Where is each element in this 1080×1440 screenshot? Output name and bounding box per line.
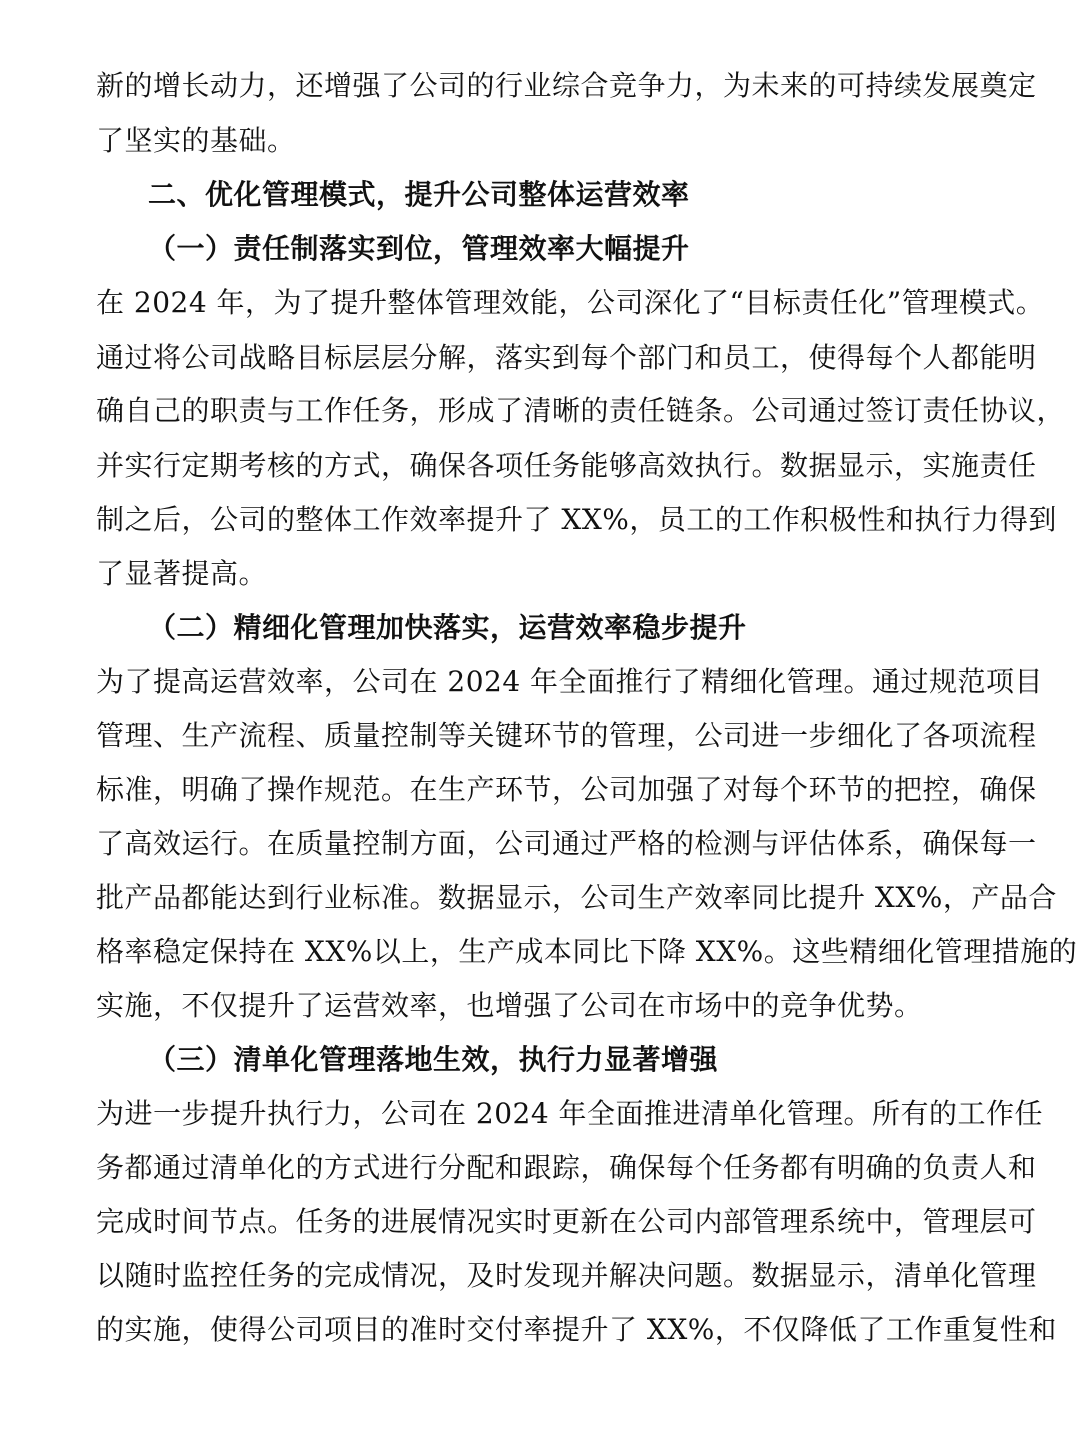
paragraph-1-line-3: 确自己的职责与工作任务，形成了清晰的责任链条。公司通过签订责任协议， [96,394,1066,427]
subsection-heading-1: （一）责任制落实到位，管理效率大幅提升 [148,232,690,265]
paragraph-1-line-5: 制之后，公司的整体工作效率提升了 XX%，员工的工作积极性和执行力得到 [96,503,1057,536]
intro-line-1: 新的增长动力，还增强了公司的行业综合竞争力，为未来的可持续发展奠定 [96,69,1037,102]
paragraph-2-line-1: 为了提高运营效率，公司在 2024 年全面推行了精细化管理。通过规范项目 [96,665,1044,698]
paragraph-3-line-5: 的实施，使得公司项目的准时交付率提升了 XX%，不仅降低了工作重复性和 [96,1313,1057,1346]
paragraph-3-line-1: 为进一步提升执行力，公司在 2024 年全面推进清单化管理。所有的工作任 [96,1097,1044,1130]
paragraph-2-line-7: 实施，不仅提升了运营效率，也增强了公司在市场中的竞争优势。 [96,989,923,1022]
paragraph-2-line-6: 格率稳定保持在 XX%以上，生产成本同比下降 XX%。这些精细化管理措施的 [96,935,1078,968]
paragraph-2-line-4: 了高效运行。在质量控制方面，公司通过严格的检测与评估体系，确保每一 [96,827,1037,860]
paragraph-2-line-5: 批产品都能达到行业标准。数据显示，公司生产效率同比提升 XX%，产品合 [96,881,1057,914]
paragraph-3-line-4: 以随时监控任务的完成情况，及时发现并解决问题。数据显示，清单化管理 [96,1259,1037,1292]
paragraph-1-line-4: 并实行定期考核的方式，确保各项任务能够高效执行。数据显示，实施责任 [96,449,1037,482]
paragraph-1-line-6: 了显著提高。 [96,557,268,590]
paragraph-2-line-2: 管理、生产流程、质量控制等关键环节的管理，公司进一步细化了各项流程 [96,719,1037,752]
subsection-heading-2: （二）精细化管理加快落实，运营效率稳步提升 [148,611,747,644]
section-heading: 二、优化管理模式，提升公司整体运营效率 [148,178,690,211]
paragraph-1-line-1: 在 2024 年，为了提升整体管理效能，公司深化了“目标责任化”管理模式。 [96,286,1045,319]
subsection-heading-3: （三）清单化管理落地生效，执行力显著增强 [148,1043,719,1076]
paragraph-1-line-2: 通过将公司战略目标层层分解，落实到每个部门和员工，使得每个人都能明 [96,341,1037,374]
intro-line-2: 了坚实的基础。 [96,124,296,157]
paragraph-3-line-2: 务都通过清单化的方式进行分配和跟踪，确保每个任务都有明确的负责人和 [96,1151,1037,1184]
paragraph-3-line-3: 完成时间节点。任务的进展情况实时更新在公司内部管理系统中，管理层可 [96,1205,1037,1238]
paragraph-2-line-3: 标准，明确了操作规范。在生产环节，公司加强了对每个环节的把控，确保 [96,773,1037,806]
